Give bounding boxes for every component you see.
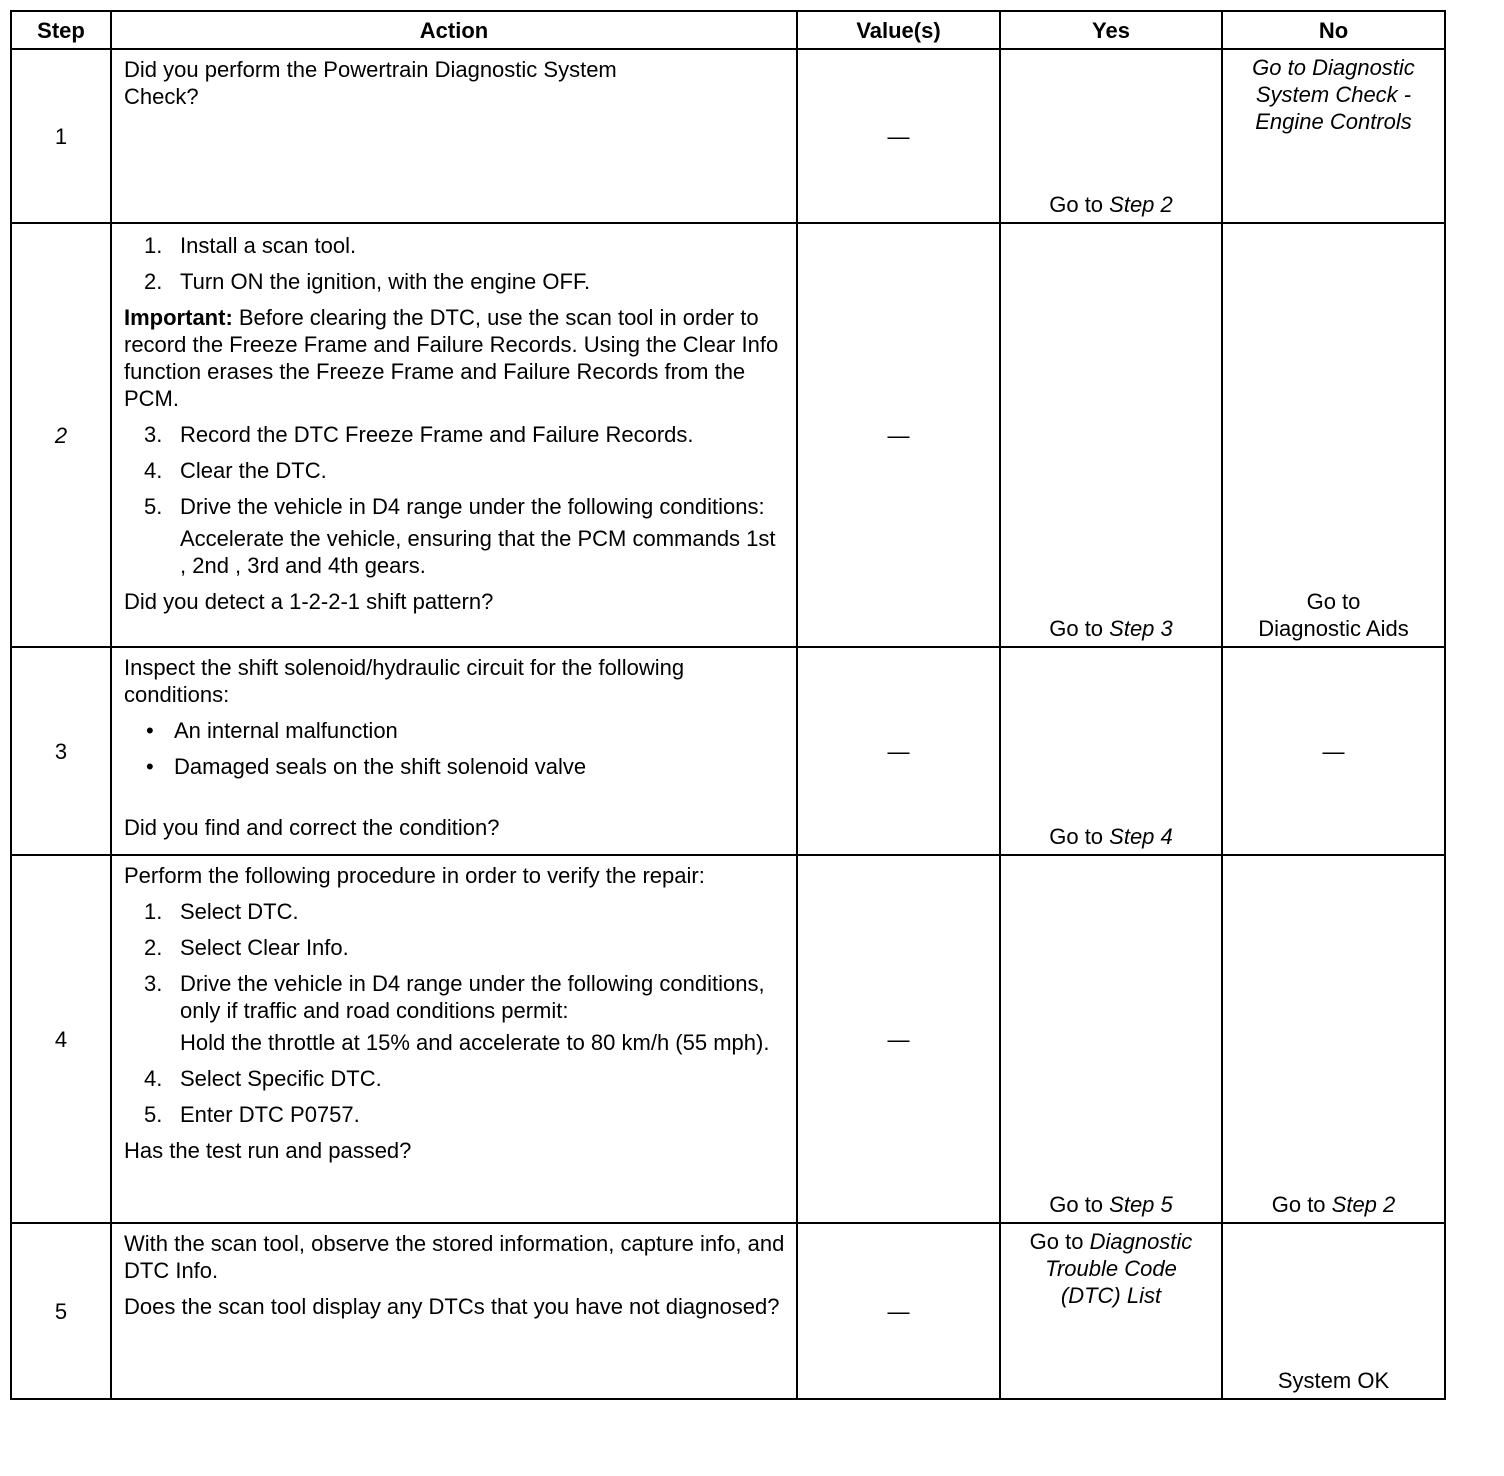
sub-note: Accelerate the vehicle, ensuring that the PCM commands 1st , 2nd , 3rd and 4th gears. xyxy=(180,526,776,578)
action-cell xyxy=(111,49,797,223)
list-item: 5. Enter DTC P0757. xyxy=(144,1102,360,1127)
step-number: 3 xyxy=(11,647,111,855)
no-cell xyxy=(1222,223,1445,647)
action-question: Did you find and correct the condition? xyxy=(124,815,500,840)
list-item: 5. Drive the vehicle in D4 range under the following conditions: xyxy=(144,494,765,519)
list-item: 1. Select DTC. xyxy=(144,899,299,924)
yes-link[interactable]: Go to Step 2 xyxy=(1049,192,1173,217)
step-number: 5 xyxy=(11,1223,111,1399)
action-question: Has the test run and passed? xyxy=(124,1138,412,1163)
header-no: No xyxy=(1222,11,1445,49)
yes-cell xyxy=(1000,1223,1222,1399)
no-link[interactable]: System OK xyxy=(1277,1368,1390,1393)
list-item: 4. Clear the DTC. xyxy=(144,458,327,483)
yes-cell xyxy=(1000,647,1222,855)
action-cell xyxy=(111,855,797,1223)
yes-link[interactable]: Go to Diagnostic Trouble Code (DTC) List xyxy=(1029,1229,1193,1308)
step-number: 1 xyxy=(11,49,111,223)
header-step: Step xyxy=(11,11,111,49)
important-note: Important: Before clearing the DTC, use the scan tool in order to record the Freeze Frame and Failure Records. Using the Clear Info function erases the Freeze Frame and Failure Records from the PCM. xyxy=(124,305,779,411)
header-row xyxy=(11,11,1445,49)
list-item: 2. Select Clear Info. xyxy=(144,935,349,960)
no-link[interactable]: Go to Diagnostic Aids xyxy=(1258,589,1409,641)
no-link[interactable]: Go to Diagnostic System Check - Engine Controls xyxy=(1252,55,1415,134)
yes-cell xyxy=(1000,855,1222,1223)
value-cell: — xyxy=(797,49,1000,223)
no-link[interactable]: Go to Step 2 xyxy=(1271,1192,1396,1217)
yes-link[interactable]: Go to Step 5 xyxy=(1049,1192,1173,1217)
yes-link[interactable]: Go to Step 4 xyxy=(1049,824,1173,849)
no-cell: — xyxy=(1222,647,1445,855)
table-row xyxy=(11,647,1445,855)
action-cell xyxy=(111,647,797,855)
value-cell: — xyxy=(797,647,1000,855)
no-cell xyxy=(1222,1223,1445,1399)
list-item: 3. Record the DTC Freeze Frame and Failure Records. xyxy=(144,422,694,447)
action-question: Does the scan tool display any DTCs that you have not diagnosed? xyxy=(124,1294,780,1319)
list-item: 4. Select Specific DTC. xyxy=(144,1066,382,1091)
action-intro: Inspect the shift solenoid/hydraulic circuit for the following conditions: xyxy=(124,655,685,707)
table-row xyxy=(11,855,1445,1223)
action-question: Did you detect a 1-2-2-1 shift pattern? xyxy=(124,589,494,614)
diagnostic-table xyxy=(10,10,1446,1400)
action-intro: With the scan tool, observe the stored information, capture info, and DTC Info. xyxy=(124,1231,785,1283)
table-row xyxy=(11,1223,1445,1399)
action-question: Did you perform the Powertrain Diagnostic System Check? xyxy=(124,57,617,109)
sub-note: Hold the throttle at 15% and accelerate to 80 km/h (55 mph). xyxy=(180,1030,770,1055)
yes-cell xyxy=(1000,49,1222,223)
action-cell xyxy=(111,223,797,647)
no-cell xyxy=(1222,49,1445,223)
no-cell xyxy=(1222,855,1445,1223)
table-row xyxy=(11,223,1445,647)
header-action: Action xyxy=(111,11,797,49)
yes-cell xyxy=(1000,223,1222,647)
header-yes: Yes xyxy=(1000,11,1222,49)
list-item: 1. Install a scan tool. xyxy=(144,233,357,258)
action-cell xyxy=(111,1223,797,1399)
step-number: 4 xyxy=(11,855,111,1223)
header-values: Value(s) xyxy=(797,11,1000,49)
list-item: • Damaged seals on the shift solenoid valve xyxy=(146,754,587,779)
step-number: 2 xyxy=(11,223,111,647)
value-cell: — xyxy=(797,1223,1000,1399)
value-cell: — xyxy=(797,855,1000,1223)
list-item: • An internal malfunction xyxy=(146,718,398,743)
action-intro: Perform the following procedure in order to verify the repair: xyxy=(124,863,705,888)
yes-link[interactable]: Go to Step 3 xyxy=(1049,616,1173,641)
table-row xyxy=(11,49,1445,223)
value-cell: — xyxy=(797,223,1000,647)
list-item: 2. Turn ON the ignition, with the engine OFF. xyxy=(144,269,591,294)
list-item: 3. Drive the vehicle in D4 range under the following conditions, only if traffic and road conditions permit: xyxy=(144,971,765,1023)
